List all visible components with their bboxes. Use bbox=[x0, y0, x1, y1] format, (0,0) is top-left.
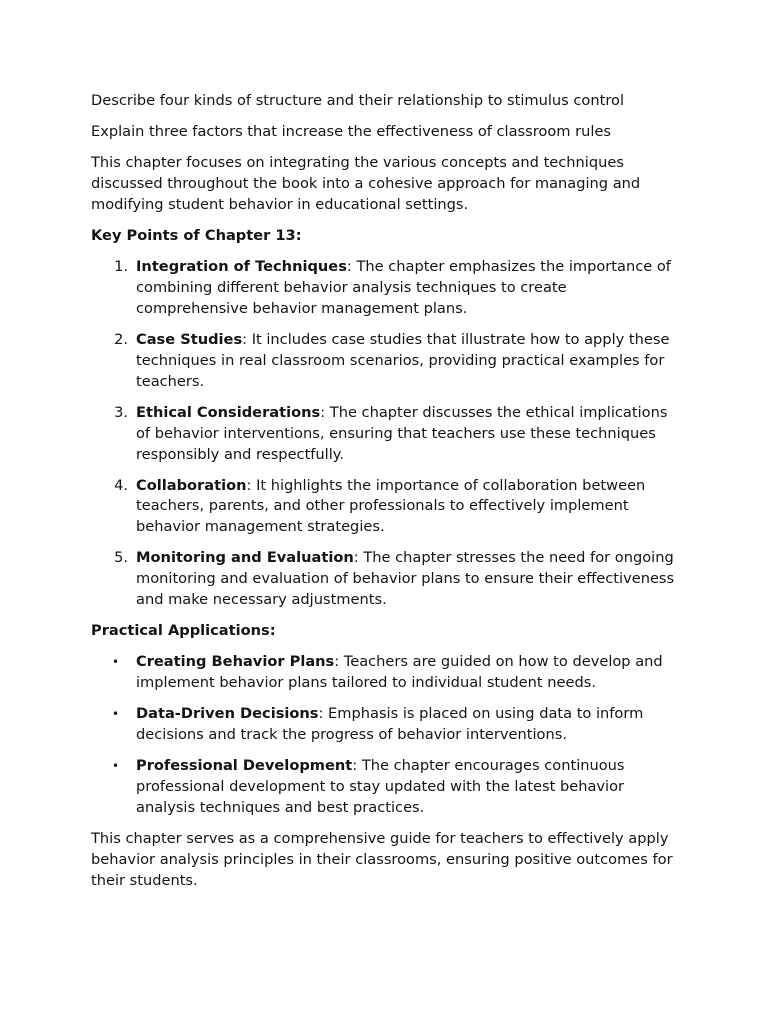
list-number: 1. bbox=[114, 258, 128, 276]
key-point-item bbox=[91, 257, 681, 319]
practical-applications-heading: Practical Applications: bbox=[91, 622, 276, 640]
key-point-term: Case Studies bbox=[136, 331, 243, 349]
key-point-item bbox=[91, 476, 681, 538]
key-point-item bbox=[91, 548, 681, 610]
key-point-text: : It includes case studies that illustrate how to apply these techniques in real classroom scenarios, providing practical examples for teachers. bbox=[136, 331, 670, 390]
practical-application-item bbox=[91, 704, 681, 746]
application-term: Creating Behavior Plans bbox=[136, 653, 335, 671]
list-number: 2. bbox=[114, 331, 128, 349]
closing-paragraph: This chapter serves as a comprehensive guide for teachers to effectively apply behavior analysis principles in their classrooms, ensuring positive outcomes for their students. bbox=[91, 830, 673, 889]
key-point-text: : The chapter emphasizes the importance of combining different behavior analysis techniques to create comprehensive behavior management plans. bbox=[136, 258, 671, 317]
key-point-text: : The chapter stresses the need for ongoing monitoring and evaluation of behavior plans to ensure their effectiveness and make necessary adjustments. bbox=[136, 549, 675, 609]
key-point-text: : It highlights the importance of collaboration between teachers, parents, and other professionals to effectively implement behavior management strategies. bbox=[136, 476, 646, 536]
practical-application-item bbox=[91, 756, 681, 818]
bullet-icon: • bbox=[112, 759, 120, 774]
application-text: : The chapter encourages continuous professional development to stay updated with the latest behavior analysis techniques and best practices. bbox=[136, 757, 625, 816]
list-number: 4. bbox=[114, 476, 128, 494]
bullet-icon: • bbox=[112, 707, 120, 722]
document-page bbox=[91, 91, 681, 902]
key-point-item bbox=[91, 330, 681, 392]
key-points-heading: Key Points of Chapter 13: bbox=[91, 227, 302, 245]
application-term: Data-Driven Decisions bbox=[136, 705, 319, 723]
application-text: : Emphasis is placed on using data to inform decisions and track the progress of behavior interventions. bbox=[136, 705, 644, 744]
objective-rules: Explain three factors that increase the effectiveness of classroom rules bbox=[91, 123, 612, 141]
application-term: Professional Development bbox=[136, 757, 353, 775]
key-point-text: : The chapter discusses the ethical implications of behavior interventions, ensuring that teachers use these techniques responsibly and respectfully. bbox=[136, 403, 668, 463]
list-number: 3. bbox=[114, 403, 128, 421]
key-point-term: Ethical Considerations bbox=[136, 403, 321, 421]
key-point-term: Integration of Techniques bbox=[136, 258, 347, 276]
key-point-item bbox=[91, 403, 681, 465]
bullet-icon: • bbox=[112, 655, 120, 670]
practical-application-item bbox=[91, 652, 681, 694]
practical-applications-list bbox=[91, 652, 681, 818]
key-point-term: Monitoring and Evaluation bbox=[136, 549, 354, 567]
chapter-summary: This chapter focuses on integrating the various concepts and techniques discussed throughout the book into a cohesive approach for managing and modifying student behavior in educational settings. bbox=[91, 154, 641, 213]
list-number: 5. bbox=[114, 549, 128, 567]
key-point-term: Collaboration bbox=[136, 476, 247, 494]
application-text: : Teachers are guided on how to develop and implement behavior plans tailored to individual student needs. bbox=[136, 653, 663, 692]
objective-structure: Describe four kinds of structure and their relationship to stimulus control bbox=[91, 92, 624, 109]
key-points-list bbox=[91, 257, 681, 611]
